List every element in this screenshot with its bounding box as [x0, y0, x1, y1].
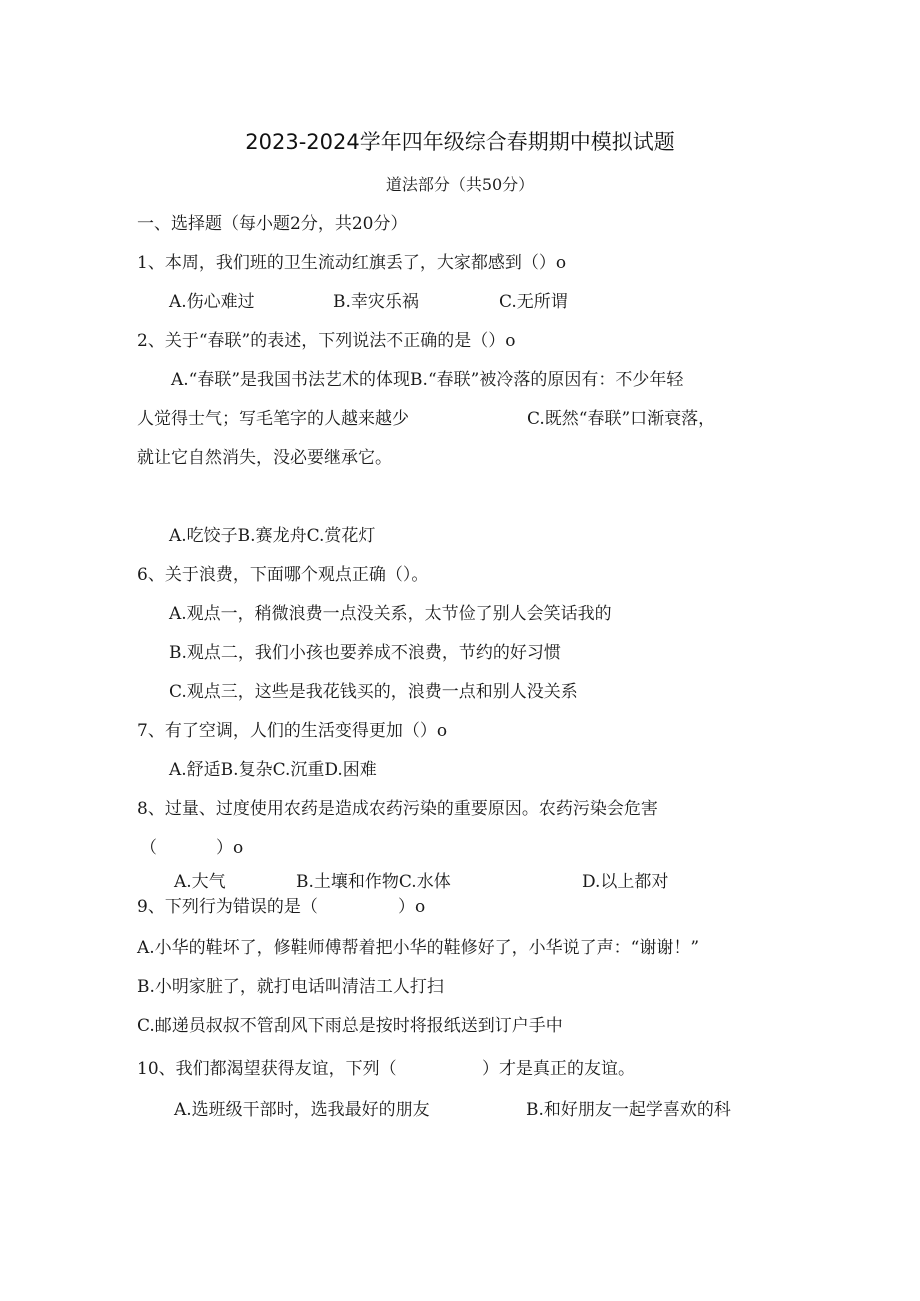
question-8-option-a: A.大气 [174, 872, 226, 892]
question-2-options-line-1: A.“春联”是我国书法艺术的体现B.“春联”被冷落的原因有：不少年轻 [171, 370, 684, 390]
question-10-option-a: A.选班级干部时，选我最好的朋友 [174, 1100, 430, 1120]
question-9-option-a: A.小华的鞋坏了，修鞋师傅帮着把小华的鞋修好了，小华说了声：“谢谢！” [137, 938, 700, 958]
section-heading: 一、选择题（每小题2分，共20分） [137, 214, 408, 234]
question-1-option-c: C.无所谓 [499, 292, 568, 312]
question-8-option-d: D.以上都对 [582, 872, 669, 892]
question-10-stem-a: 10、我们都渴望获得友谊，下列（ [137, 1059, 397, 1079]
question-10-stem-b: ）才是真正的友谊。 [482, 1059, 635, 1079]
question-8-stem: 8、过量、过度使用农药是造成农药污染的重要原因。农药污染会危害 [137, 799, 658, 819]
question-1-option-a: A.伤心难过 [169, 292, 255, 312]
question-8-blank-open: （ [140, 838, 157, 858]
question-10-option-b: B.和好朋友一起学喜欢的科 [526, 1100, 731, 1120]
question-2-options-line-2b: C.既然“春联”口渐衰落， [527, 409, 716, 429]
question-8-blank-close: ）o [216, 838, 244, 858]
question-2-stem: 2、关于“春联”的表述，下列说法不正确的是（）o [137, 331, 516, 351]
question-9-stem-b: ）o [398, 897, 426, 917]
exam-subtitle: 道法部分（共50分） [385, 175, 535, 194]
exam-title: 2023-2024学年四年级综合春期期中模拟试题 [245, 130, 675, 154]
question-6-option-b: B.观点二，我们小孩也要养成不浪费，节约的好习惯 [169, 643, 561, 663]
question-2-options-line-2a: 人觉得士气；写毛笔字的人越来越少 [137, 409, 409, 429]
question-6-stem: 6、关于浪费，下面哪个观点正确（）。 [137, 565, 429, 585]
question-9-option-c: C.邮递员叔叔不管刮风下雨总是按时将报纸送到订户手中 [137, 1016, 563, 1036]
question-1-stem: 1、本周，我们班的卫生流动红旗丢了，大家都感到（）o [137, 253, 567, 273]
question-9-option-b: B.小明家脏了，就打电话叫清洁工人打扫 [137, 977, 444, 997]
question-7-stem: 7、有了空调，人们的生活变得更加（）o [137, 721, 448, 741]
question-9-stem-a: 9、下列行为错误的是（ [137, 897, 318, 917]
question-1-option-b: B.幸灾乐祸 [333, 292, 419, 312]
question-7-options: A.舒适B.复杂C.沉重D.困难 [169, 760, 377, 780]
question-6-option-a: A.观点一，稍微浪费一点没关系，太节俭了别人会笑话我的 [169, 604, 612, 624]
question-8-option-bc: B.土壤和作物C.水体 [296, 872, 451, 892]
question-2-options-line-3: 就让它自然消失，没必要继承它。 [137, 448, 392, 468]
question-5-options: A.吃饺子B.赛龙舟C.赏花灯 [169, 526, 376, 546]
question-6-option-c: C.观点三，这些是我花钱买的，浪费一点和别人没关系 [169, 682, 578, 702]
